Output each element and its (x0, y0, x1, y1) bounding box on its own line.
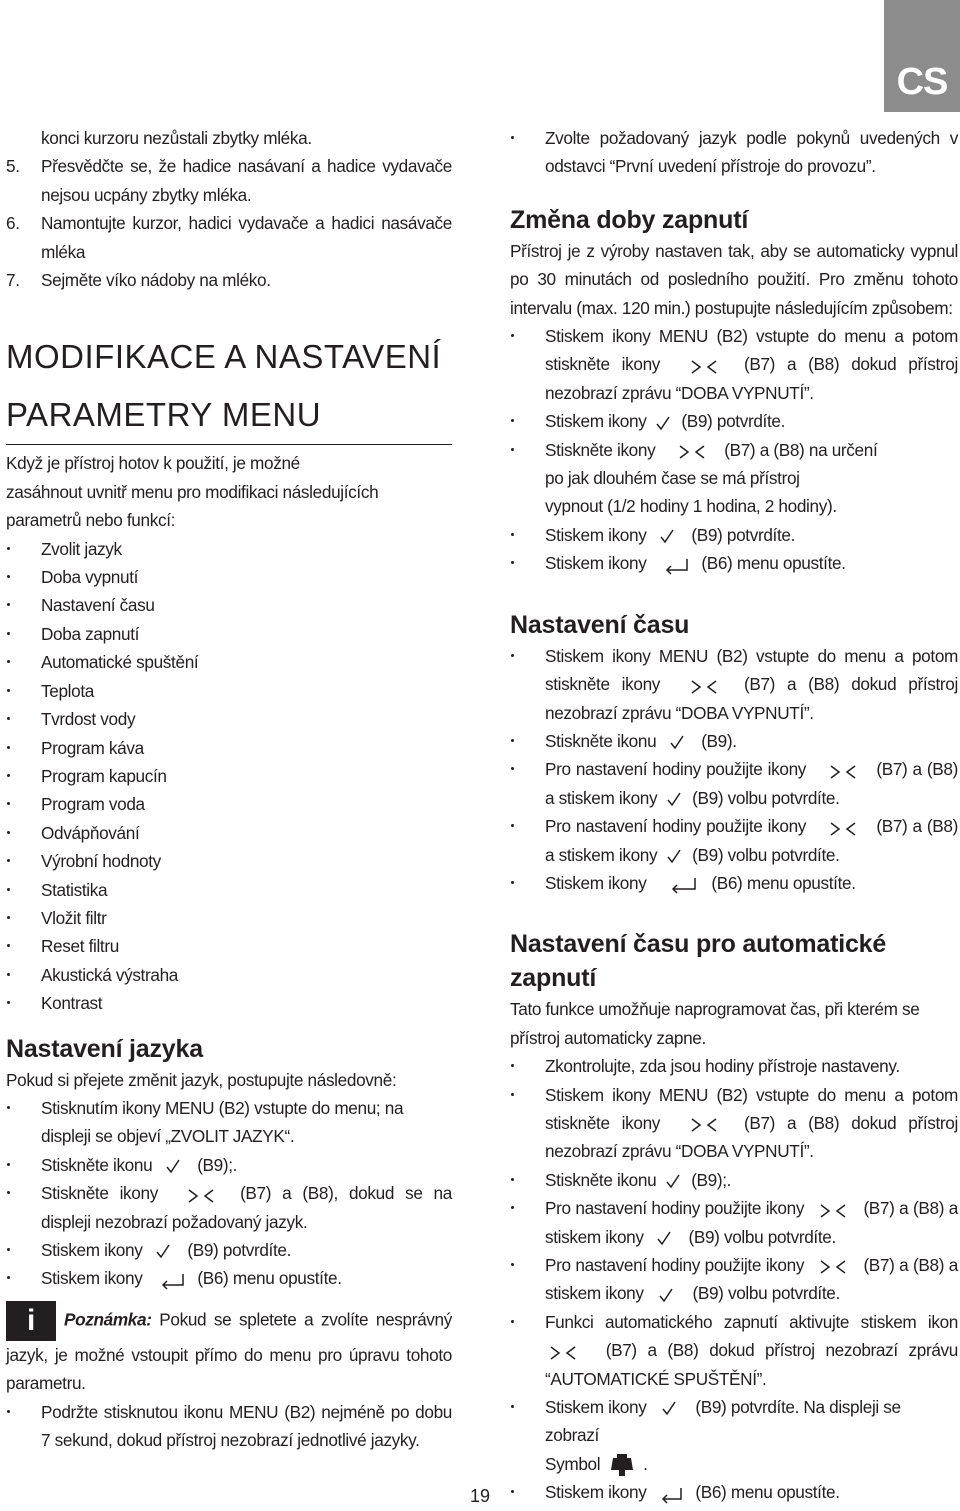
list-item: Stiskem ikony MENU (B2) vstupte do menu a potom stiskněte ikony (B7) a (B8) dokud přístroj nezobrazí zprávu “DOBA VYPNUTÍ”. (510, 322, 958, 407)
check-icon (157, 1156, 193, 1176)
note-steps (6, 1398, 452, 1455)
auto-start-section-title: Nastavení času pro automatické zapnutí (510, 930, 887, 993)
arrows-icon (672, 1114, 732, 1134)
return-icon (651, 874, 707, 894)
list-item: Program kapucín (6, 762, 452, 790)
language-choice-list (510, 124, 958, 181)
check-icon (651, 413, 677, 433)
check-icon (648, 1285, 688, 1305)
list-item: Stiskem ikony (B9) potvrdíte. (510, 521, 958, 549)
off-time-steps (510, 322, 958, 578)
arrows-icon (169, 1185, 229, 1205)
auto-start-intro: Tato funkce umožňuje naprogramovat čas, při kterém se přístroj automaticky zapne. (510, 999, 920, 1048)
list-item: Pro nastavení hodiny použijte ikony (B7) a (B8) a stiskem ikony (B9) volbu potvrdíte. (510, 812, 958, 869)
list-item: Reset filtru (6, 932, 452, 960)
list-item: Stisknutím ikony MENU (B2) vstupte do menu; na displeji se objeví „ZVOLIT JAZYK“. (6, 1094, 452, 1151)
return-icon (651, 555, 697, 575)
list-item: Stiskem ikony (B6) menu opustíte. (510, 869, 958, 897)
arrows-icon (672, 676, 732, 696)
list-item: Nastavení času (6, 591, 452, 619)
intro-paragraph-1: Když je přístroj hotov k použití, je možné (6, 453, 300, 474)
list-item: Teplota (6, 677, 452, 705)
auto-start-symbol-icon (605, 1452, 639, 1478)
language-intro: Pokud si přejete změnit jazyk, postupujte následovně: (6, 1069, 397, 1090)
check-icon (651, 1398, 691, 1418)
check-icon (662, 846, 688, 866)
list-item: Stiskněte ikonu (B9). (510, 727, 958, 755)
parameter-list (6, 535, 452, 1018)
time-steps (510, 642, 958, 898)
check-icon (661, 1171, 687, 1191)
check-icon (651, 526, 687, 546)
list-item: Tvrdost vody (6, 705, 452, 733)
list-item: Program voda (6, 790, 452, 818)
check-icon (661, 732, 697, 752)
arrows-icon (660, 441, 720, 461)
return-icon (651, 1484, 691, 1504)
arrows-icon (809, 1256, 859, 1276)
check-icon (662, 789, 688, 809)
arrows-icon (545, 1342, 595, 1362)
note-paragraph: i Poznámka: Pokud se spletete a zvolíte nesprávný jazyk, je možné vstoupit přímo do menu pro úpravu tohoto parametru. (6, 1301, 452, 1398)
list-item: Stiskem ikony (B9) potvrdíte. Na displeji se zobrazí Symbol . (510, 1393, 958, 1478)
page-number: 19 (470, 1486, 491, 1506)
list-item: Podržte stisknutou ikonu MENU (B2) nejméně po dobu 7 sekund, dokud přístroj nezobrazí jednotlivé jazyky. (6, 1398, 452, 1455)
return-icon (147, 1270, 193, 1290)
list-item: Stiskněte ikony (B7) a (B8) na určení po jak dlouhém čase se má přístroj vypnout (1/2 hodiny 1 hodina, 2 hodiny). (510, 436, 958, 521)
list-item: Stiskem ikony (B6) menu opustíte. (6, 1264, 452, 1292)
list-item: Stiskem ikony (B9) potvrdíte. (510, 407, 958, 435)
list-item: Stiskem ikony MENU (B2) vstupte do menu a potom stiskněte ikony (B7) a (B8) dokud přístroj nezobrazí zprávu “DOBA VYPNUTÍ”. (510, 1081, 958, 1166)
list-item: Statistika (6, 876, 452, 904)
list-item: Doba zapnutí (6, 620, 452, 648)
list-item: Pro nastavení hodiny použijte ikony (B7) a (B8) a stiskem ikony (B9) volbu potvrdíte. (510, 1194, 958, 1251)
list-item: Stiskněte ikonu (B9);. (510, 1166, 958, 1194)
list-item: Akustická výstraha (6, 961, 452, 989)
time-section-title: Nastavení času (510, 610, 690, 639)
off-time-section-title: Změna doby zapnutí (510, 205, 749, 234)
list-item: Stiskněte ikonu (B9);. (6, 1151, 452, 1179)
list-item: Výrobní hodnoty (6, 847, 452, 875)
language-steps (6, 1094, 452, 1293)
off-time-intro: Přístroj je z výroby nastaven tak, aby se automaticky vypnul po 30 minutách od posledního použití. Pro změnu tohoto intervalu (max. 120 min.) postupujte následujícím způsobem: (510, 240, 958, 318)
check-icon (147, 1241, 183, 1261)
list-item: Stiskem ikony (B6) menu opustíte. (510, 1478, 958, 1506)
list-item: Stiskem ikony MENU (B2) vstupte do menu a potom stiskněte ikony (B7) a (B8) dokud přístroj nezobrazí zprávu “DOBA VYPNUTÍ”. (510, 642, 958, 727)
intro-line: konci kurzoru nezůstali zbytky mléka. (41, 128, 312, 148)
list-item: Automatické spuštění (6, 648, 452, 676)
step-5: 5. Přesvědčte se, že hadice nasávaní a hadice vydavače nejsou ucpány zbytky mléka. (6, 156, 452, 205)
list-item: Zvolit jazyk (6, 535, 452, 563)
left-column (6, 124, 452, 1454)
list-item: Pro nastavení hodiny použijte ikony (B7) a (B8) a stiskem ikony (B9) volbu potvrdíte. (510, 1251, 958, 1308)
list-item: Zkontrolujte, zda jsou hodiny přístroje nastaveny. (510, 1052, 958, 1080)
arrows-icon (811, 761, 871, 781)
step-7: 7. Sejměte víko nádoby na mléko. (6, 270, 271, 291)
section-title: MODIFIKACE A NASTAVENÍ PARAMETRY MENU (6, 328, 452, 445)
list-item: Stiskem ikony (B9) potvrdíte. (6, 1236, 452, 1264)
list-item: Kontrast (6, 989, 452, 1017)
arrows-icon (811, 818, 871, 838)
check-icon (648, 1228, 684, 1248)
list-item: Odvápňování (6, 819, 452, 847)
list-item: Program káva (6, 734, 452, 762)
list-item: Stiskněte ikony (B7) a (B8), dokud se na displeji nezobrazí požadovaný jazyk. (6, 1179, 452, 1236)
right-column (510, 124, 958, 1507)
list-item: Pro nastavení hodiny použijte ikony (B7) a (B8) a stiskem ikony (B9) volbu potvrdíte. (510, 755, 958, 812)
list-item: Stiskem ikony (B6) menu opustíte. (510, 549, 958, 577)
list-item: Doba vypnutí (6, 563, 452, 591)
list-item: Zvolte požadovaný jazyk podle pokynů uvedených v odstavci “První uvedení přístroje do provozu”. (510, 124, 958, 181)
step-6: 6. Namontujte kurzor, hadici vydavače a hadici nasávače mléka (6, 213, 452, 262)
language-tab: CS (884, 0, 960, 112)
arrows-icon (672, 356, 732, 376)
info-icon: i (6, 1301, 56, 1341)
language-section-title: Nastavení jazyka (6, 1034, 203, 1063)
list-item: Vložit filtr (6, 904, 452, 932)
arrows-icon (809, 1200, 859, 1220)
auto-start-steps (510, 1052, 958, 1507)
intro-paragraph-2: zasáhnout uvnitř menu pro modifikaci následujících parametrů nebo funkcí: (6, 481, 379, 531)
list-item: Funkci automatického zapnutí aktivujte stiskem ikon (B7) a (B8) dokud přístroj nezobrazí zprávu “AUTOMATICKÉ SPUŠTĚNÍ”. (510, 1308, 958, 1393)
